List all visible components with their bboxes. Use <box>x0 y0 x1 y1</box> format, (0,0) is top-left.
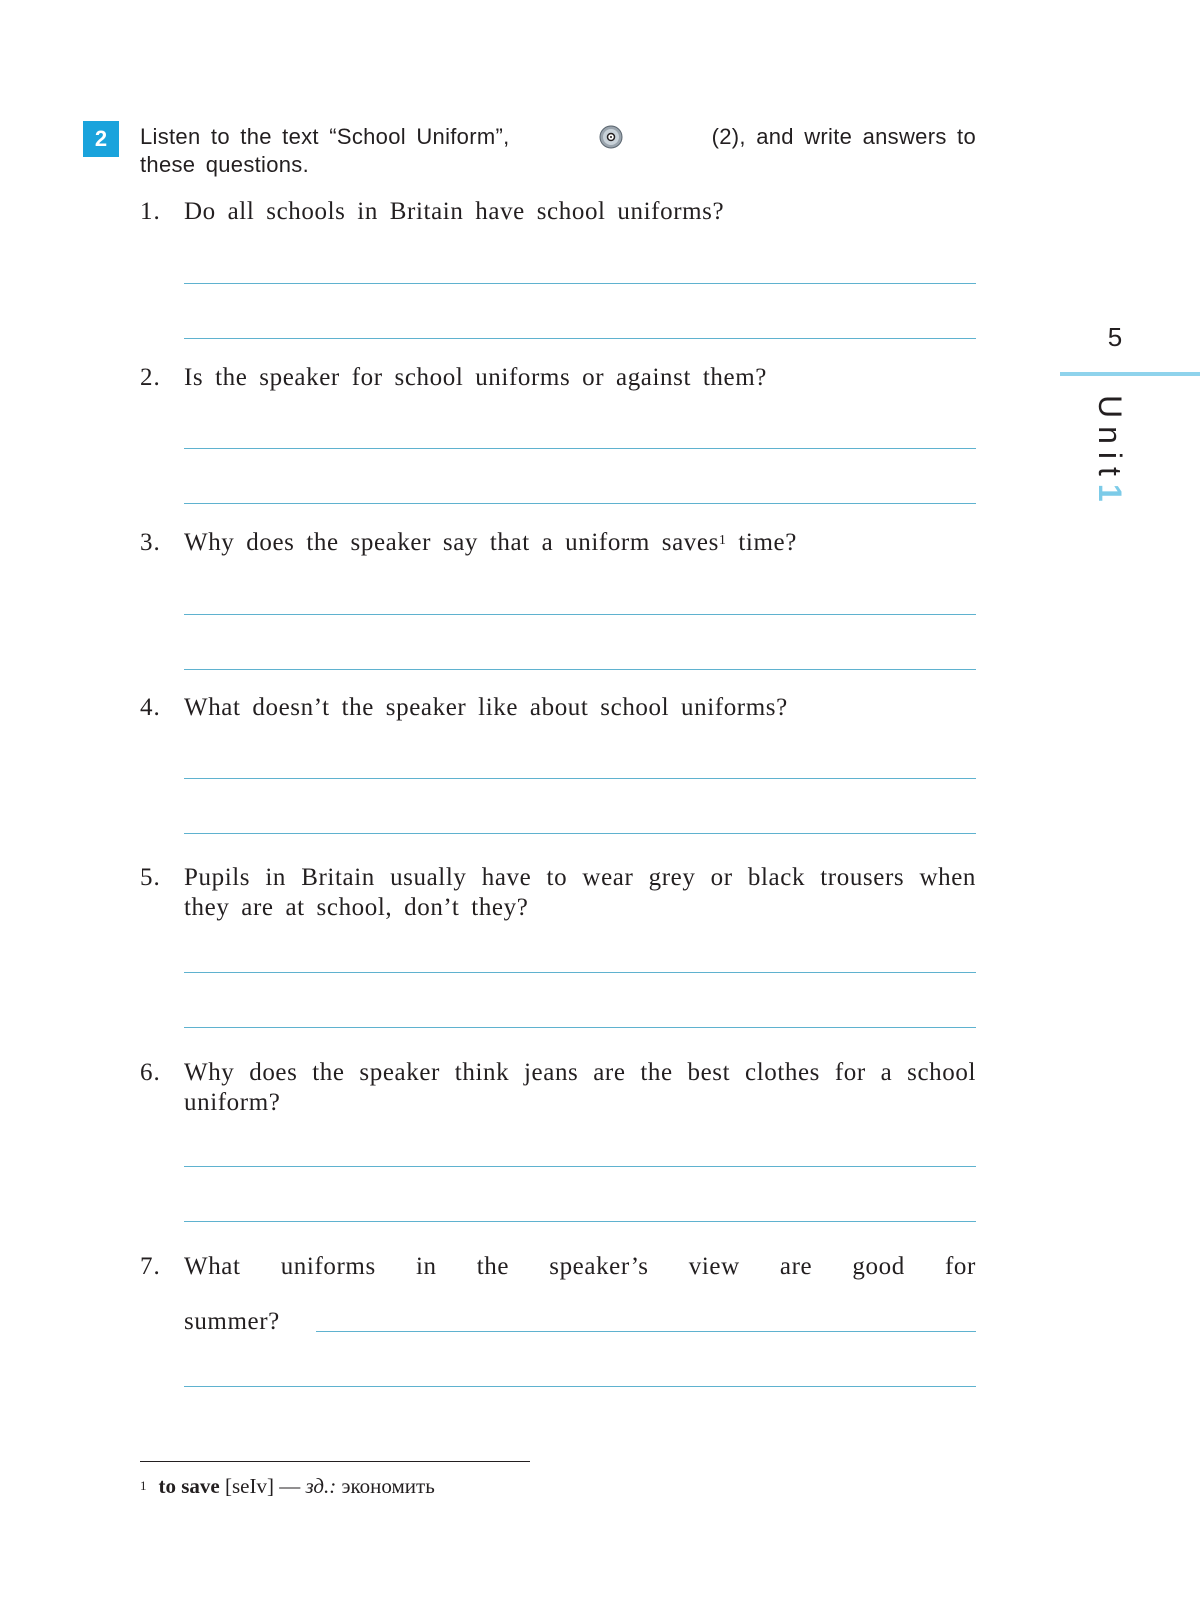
question-7-word: What <box>184 1253 241 1280</box>
question-3-number: 3. <box>140 529 161 556</box>
question-2-number: 2. <box>140 364 161 391</box>
answer-line-6a[interactable] <box>184 1166 976 1167</box>
question-6-text: Why does the speaker think jeans are the best clothes for a school uniform? <box>184 1059 976 1116</box>
task-number-badge: 2 <box>83 121 119 157</box>
footnote-reference: 1 <box>718 533 727 548</box>
footnote <box>140 1472 435 1500</box>
unit-label <box>1080 395 1140 525</box>
answer-line-2b[interactable] <box>184 503 976 504</box>
footnote-mark: 1 <box>140 1478 147 1493</box>
question-7-word: view <box>688 1253 740 1280</box>
question-3-text-main: Why does the speaker say that a uniform saves <box>184 529 719 556</box>
instruction-text-line2: these questions. <box>140 152 310 177</box>
answer-line-5b[interactable] <box>184 1027 976 1028</box>
question-7-word: in <box>415 1253 437 1280</box>
answer-line-7a[interactable] <box>316 1331 976 1332</box>
footnote-term: to save <box>158 1474 220 1498</box>
question-7-word: for <box>944 1253 976 1280</box>
question-6-number: 6. <box>140 1059 161 1086</box>
answer-line-2a[interactable] <box>184 448 976 449</box>
answer-line-4b[interactable] <box>184 833 976 834</box>
question-5-text: Pupils in Britain usually have to wear grey or black trousers when they are at school, don’t they? <box>184 864 976 921</box>
answer-line-1a[interactable] <box>184 283 976 284</box>
question-7-text-line1 <box>184 1252 976 1282</box>
question-4-number: 4. <box>140 694 161 721</box>
unit-word: Unit <box>1092 395 1128 484</box>
question-7-text-line2: summer? <box>184 1308 280 1335</box>
question-1-text: Do all schools in Britain have school uniforms? <box>184 198 725 225</box>
page-number: 5 <box>1107 322 1123 352</box>
question-7-text <box>184 1252 976 1282</box>
answer-line-5a[interactable] <box>184 972 976 973</box>
answer-line-1b[interactable] <box>184 338 976 339</box>
answer-line-4a[interactable] <box>184 778 976 779</box>
instruction-text-part2: (2), and write answers to <box>711 124 976 149</box>
question-3-text-end: time? <box>726 529 797 556</box>
footnote-translation: экономить <box>341 1474 435 1498</box>
cd-icon[interactable] <box>599 125 623 149</box>
question-7-number: 7. <box>140 1253 161 1280</box>
question-5-number: 5. <box>140 864 161 891</box>
question-4-text: What doesn’t the speaker like about school uniforms? <box>184 694 788 721</box>
footnote-note: зд.: <box>305 1474 337 1498</box>
question-3-text <box>184 528 976 558</box>
answer-line-6b[interactable] <box>184 1221 976 1222</box>
task-instruction <box>140 123 976 179</box>
question-2-text: Is the speaker for school uniforms or against them? <box>184 364 767 391</box>
question-1-number: 1. <box>140 198 161 225</box>
question-7-word: good <box>852 1253 905 1280</box>
question-7-word: speaker’s <box>549 1253 649 1280</box>
answer-line-3a[interactable] <box>184 614 976 615</box>
unit-divider <box>1060 372 1200 376</box>
footnote-transcription: [seIv] <box>225 1474 274 1498</box>
question-7-word: are <box>779 1253 813 1280</box>
question-7-word: uniforms <box>280 1253 376 1280</box>
unit-number: 1 <box>1092 483 1128 510</box>
footnote-dash: — <box>279 1474 301 1498</box>
answer-line-7b[interactable] <box>184 1386 976 1387</box>
question-7-word: the <box>476 1253 510 1280</box>
instruction-text-part1: Listen to the text “School Uniform”, <box>140 124 510 149</box>
answer-line-3b[interactable] <box>184 669 976 670</box>
footnote-divider <box>140 1461 530 1462</box>
